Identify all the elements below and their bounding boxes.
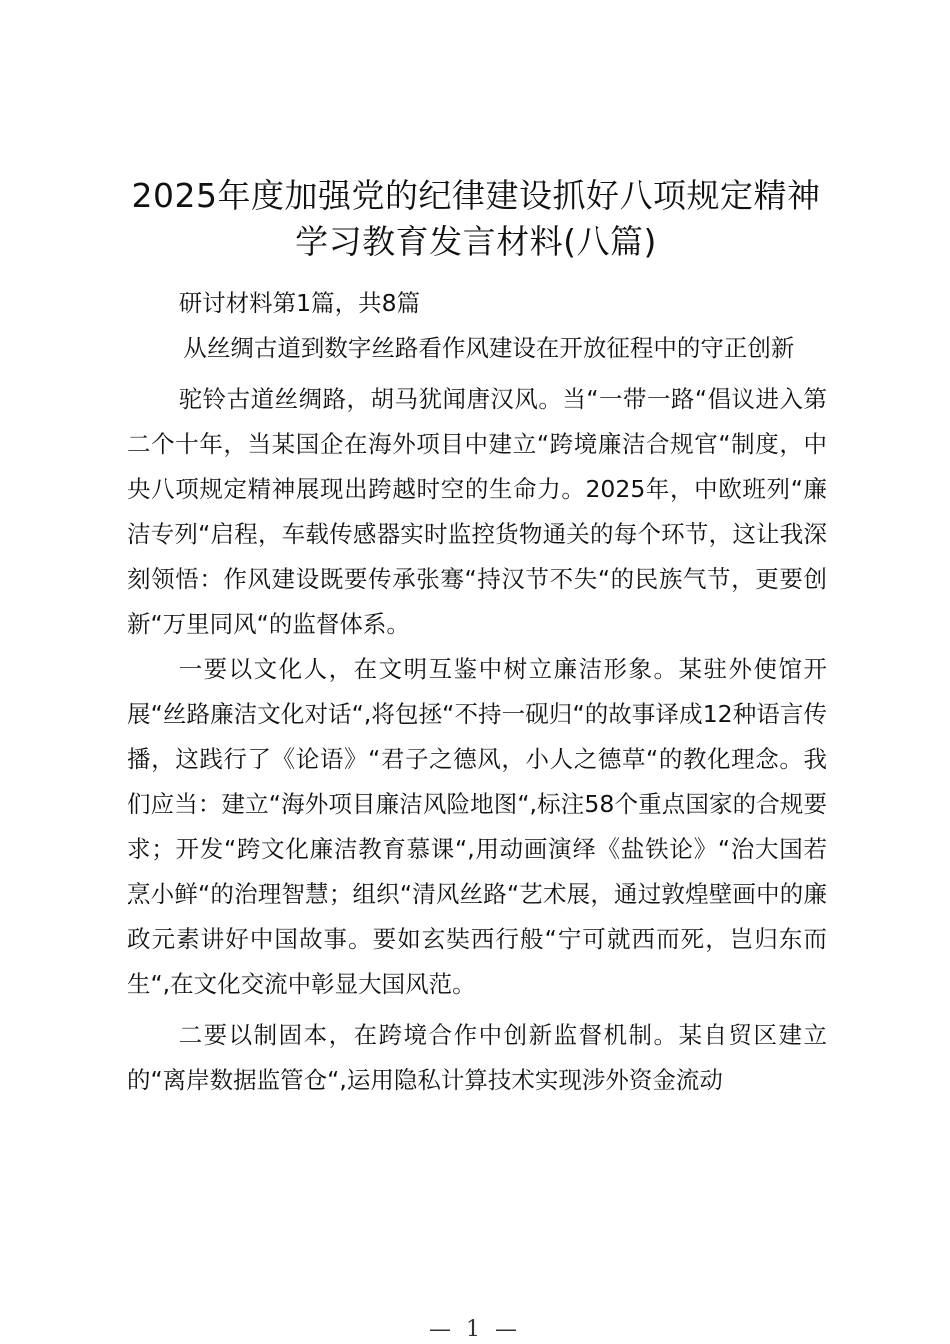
- paragraph-1: 驼铃古道丝绸路，胡马犹闻唐汉风。当“一带一路“倡议进入第二个十年，当某国企在海外项目中建立“跨境廉洁合规官“制度，中央八项规定精神展现出跨越时空的生命力。2025年，中欧班列“廉洁专列“启程，车载传感器实时监控货物通关的每个环节，这让我深刻领悟：作风建设既要传承张骞“持汉节不失“的民族气节，更要创新“万里同风“的监督体系。: [127, 385, 827, 638]
- page-number: — 1 —: [429, 1317, 521, 1342]
- paragraph-2: 一要以文化人，在文明互鉴中树立廉洁形象。某驻外使馆开展“丝路廉洁文化对话“,将包拯“不持一砚归“的故事译成12种语言传播，这践行了《论语》“君子之德风，小人之德草“的教化理念。我们应当：建立“海外项目廉洁风险地图“,标注58个重点国家的合规要求；开发“跨文化廉洁教育慕课“,用动画演绎《盐铁论》“治大国若烹小鲜“的治理智慧；组织“清风丝路“艺术展，通过敦煌壁画中的廉政元素讲好中国故事。要如玄奘西行般“宁可就西而死，岂归东而生“,在文化交流中彰显大国风范。: [127, 655, 827, 998]
- document-body: [127, 281, 827, 1103]
- paragraph-3: 二要以制固本，在跨境合作中创新监督机制。某自贸区建立的“离岸数据监管仓“,运用隐私计算技术实现涉外资金流动: [127, 1021, 827, 1094]
- document-title: 2025年度加强党的纪律建设抓好八项规定精神学习教育发言材料(八篇): [131, 176, 821, 261]
- series-line: 研讨材料第1篇，共8篇: [178, 289, 421, 317]
- document-subtitle: 从丝绸古道到数字丝路看作风建设在开放征程中的守正创新: [183, 334, 795, 362]
